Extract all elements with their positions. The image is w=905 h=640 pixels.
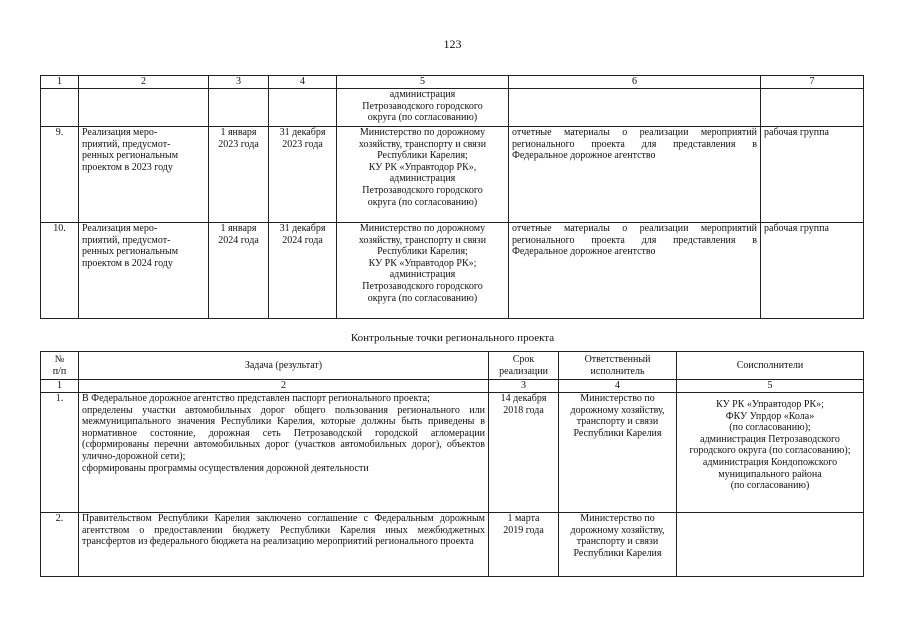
deadline-cell: 1 марта 2019 года	[489, 513, 559, 577]
header-responsible: Ответственный исполнитель	[559, 352, 677, 380]
executor-cell: Министерство по дорожному хозяйству, транспорту и связи Республики Карелия; КУ РК «Управтодор РК», администрация Петрозаводского городского округа (по согласованию)	[337, 127, 509, 223]
deadline-cell: 14 декабря 2018 года	[489, 393, 559, 513]
control-cell: рабочая группа	[761, 223, 864, 319]
control-points-header-row	[41, 352, 864, 380]
col-number: 2	[79, 380, 489, 393]
executor-cell: администрация Петрозаводского городского округа (по согласованию)	[337, 89, 509, 127]
responsible-cell: Министерство по дорожному хозяйству, транспорту и связи Республики Карелия	[559, 393, 677, 513]
task-cell: Реализация меро- приятий, предусмот- ренных региональным проектом в 2024 году	[79, 223, 209, 319]
task-cell: Правительством Республики Карелия заключено соглашение с Федеральным дорожным агентством о предоставлении бюджету Республики Карелия иных межбюджетных трансфертов из федерального бюджета на реализацию мероприятий регионального проекта	[79, 513, 489, 577]
col-number: 5	[677, 380, 864, 393]
table-row	[41, 223, 864, 319]
responsible-cell: Министерство по дорожному хозяйству, транспорту и связи Республики Карелия	[559, 513, 677, 577]
col-number: 4	[559, 380, 677, 393]
result-cell: отчетные материалы о реализации мероприятий регионального проекта для представления в Федеральное дорожное агентство	[509, 223, 761, 319]
activities-table	[40, 75, 864, 319]
result-cell: отчетные материалы о реализации мероприятий регионального проекта для представления в Федеральное дорожное агентство	[509, 127, 761, 223]
page-number: 123	[443, 37, 462, 51]
executor-cell: Министерство по дорожному хозяйству, транспорту и связи Республики Карелия; КУ РК «Управтодор РК»; администрация Петрозаводского городского округа (по согласованию)	[337, 223, 509, 319]
coexecutors-cell: КУ РК «Управтодор РК»; ФКУ Упрдор «Кола» (по согласованию); администрация Петрозаводского городского округа (по согласованию); администрация Кондопожского муниципального района (по согласованию)	[677, 393, 864, 513]
end-date: 31 декабря 2023 года	[269, 127, 337, 223]
col-number: 7	[761, 76, 864, 89]
control-cell: рабочая группа	[761, 127, 864, 223]
end-date: 31 декабря 2024 года	[269, 223, 337, 319]
task-cell: В Федеральное дорожное агентство представлен паспорт регионального проекта; определены участки автомобильных дорог общего пользования регионального или межмуниципального значения Республики Карелия, которые должны быть приведены в нормативное состояние, дорожная сеть Петрозаводской городской агломерации (сформированы перечни автомобильных дорог (участков автомобильных дорог), объектов улично-дорожной сети); сформированы программы осуществления дорожной деятельности	[79, 393, 489, 513]
column-numbers-row	[41, 380, 864, 393]
col-number: 4	[269, 76, 337, 89]
header-deadline: Срок реализации	[489, 352, 559, 380]
row-number: 9.	[41, 127, 79, 223]
table-row	[41, 127, 864, 223]
start-date: 1 января 2023 года	[209, 127, 269, 223]
table-row	[41, 89, 864, 127]
col-number: 1	[41, 380, 79, 393]
row-number: 10.	[41, 223, 79, 319]
start-date: 1 января 2024 года	[209, 223, 269, 319]
col-number: 1	[41, 76, 79, 89]
header-coexecutors: Соисполнители	[677, 352, 864, 380]
col-number: 5	[337, 76, 509, 89]
col-number: 3	[209, 76, 269, 89]
coexecutors-cell	[677, 513, 864, 577]
control-points-table	[40, 351, 864, 577]
row-number: 1.	[41, 393, 79, 513]
row-number: 2.	[41, 513, 79, 577]
table-row	[41, 513, 864, 577]
header-task: Задача (результат)	[79, 352, 489, 380]
task-cell: Реализация меро- приятий, предусмот- ренных региональным проектом в 2023 году	[79, 127, 209, 223]
activities-header-row	[41, 76, 864, 89]
col-number: 3	[489, 380, 559, 393]
section-title: Контрольные точки регионального проекта	[350, 332, 555, 344]
table-row	[41, 393, 864, 513]
col-number: 2	[79, 76, 209, 89]
col-number: 6	[509, 76, 761, 89]
header-number: № п/п	[41, 352, 79, 380]
